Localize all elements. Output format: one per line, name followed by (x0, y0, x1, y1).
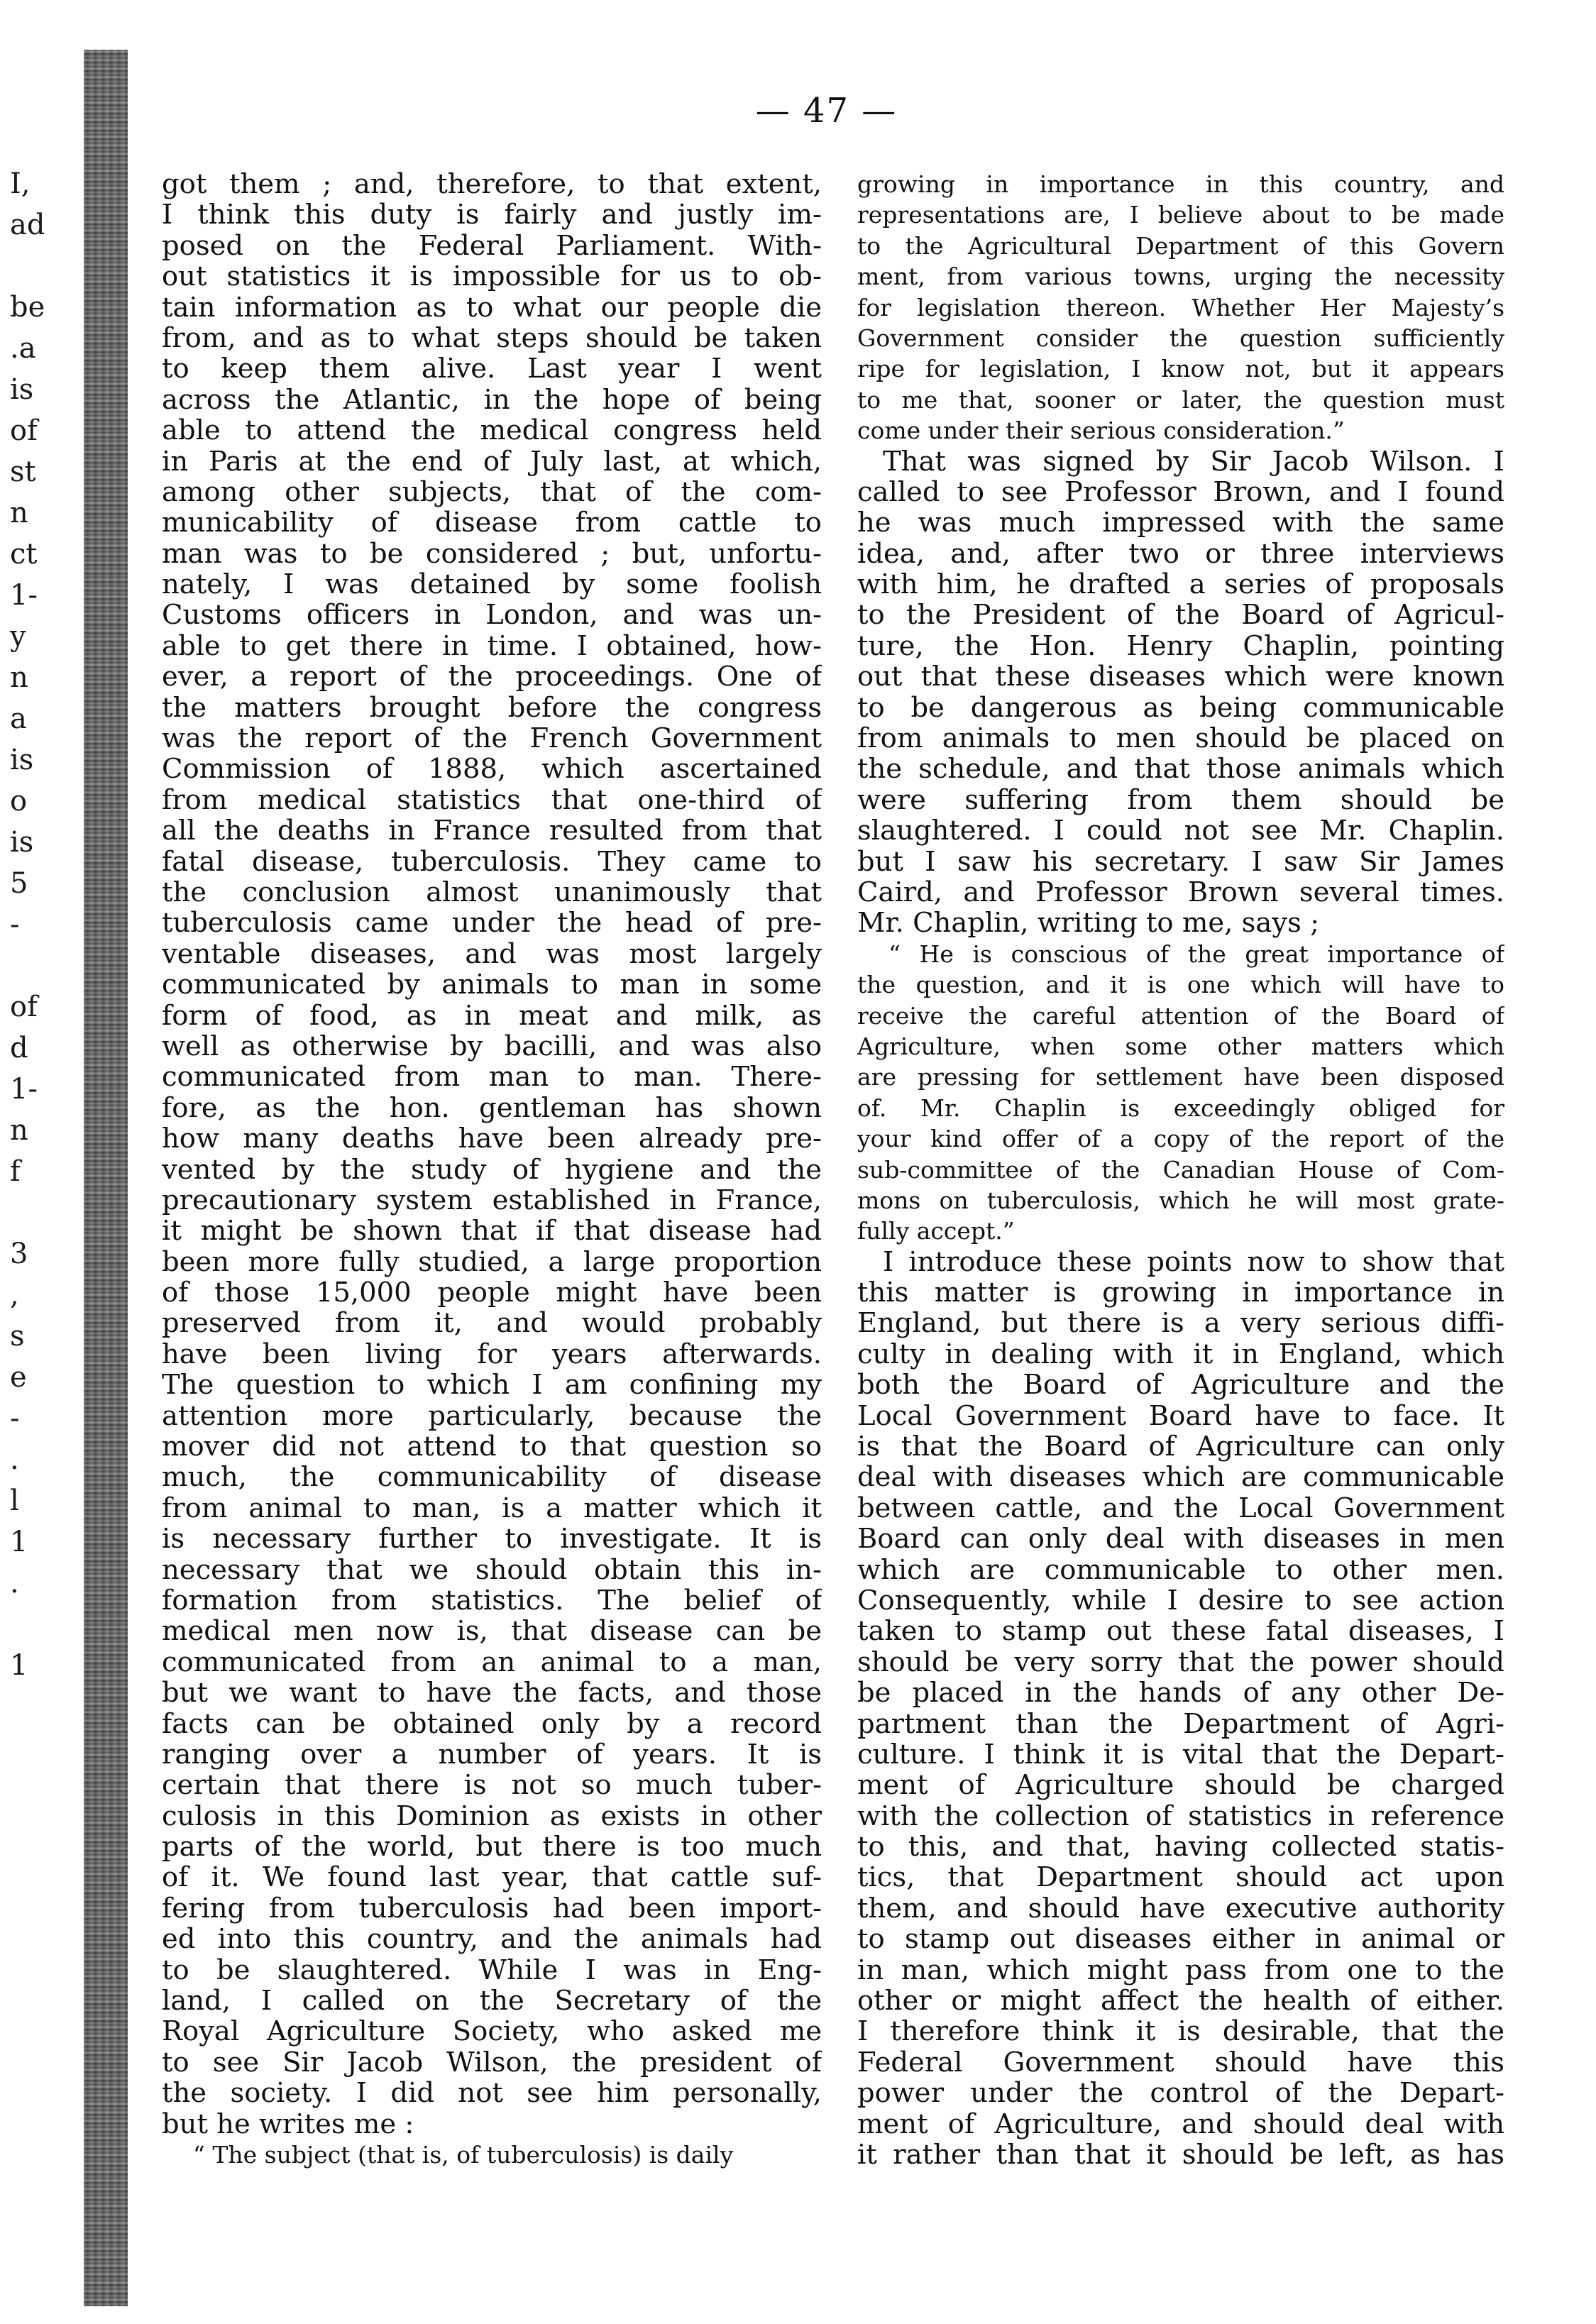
text-line: with the collection of statistics in reference (857, 1800, 1504, 1832)
text-line: communicated by animals to man in some (162, 969, 822, 1001)
text-line: well as otherwise by bacilli, and was also (162, 1030, 822, 1062)
margin-fragment: n (10, 497, 28, 529)
text-line: communicated from an animal to a man, (162, 1646, 822, 1678)
text-line: from animals to men should be placed on (857, 723, 1504, 754)
text-line: ture, the Hon. Henry Chaplin, pointing (857, 630, 1504, 662)
text-line: with him, he drafted a series of proposals (857, 569, 1504, 600)
margin-fragment (0, 1192, 78, 1233)
text-line: called to see Professor Brown, and I found (857, 476, 1504, 508)
text-line: but we want to have the facts, and those (162, 1678, 822, 1709)
text-line: “ The subject (that is, of tuberculosis) is daily (193, 2141, 734, 2169)
margin-fragment: s (10, 1320, 25, 1353)
text-line: slaughtered. I could not see Mr. Chaplin. (857, 815, 1504, 847)
text-line: between cattle, and the Local Government (857, 1492, 1504, 1524)
text-line: ever, a report of the proceedings. One of (162, 661, 822, 693)
text-line: posed on the Federal Parliament. With- (162, 230, 822, 262)
text-line: he was much impressed with the same (857, 507, 1504, 539)
text-line: ranging over a number of years. It is (162, 1739, 822, 1770)
text-line: parts of the world, but there is too much (162, 1832, 822, 1863)
text-line: from animal to man, is a matter which it (162, 1492, 822, 1524)
text-line: I therefore think it is desirable, that the (857, 2016, 1504, 2047)
text-line: across the Atlantic, in the hope of being (162, 384, 822, 416)
text-line: medical men now is, that disease can be (162, 1616, 822, 1647)
text-line: municability of disease from cattle to (162, 507, 822, 539)
text-line: of those 15,000 people might have been (162, 1277, 822, 1309)
text-line: I think this duty is fairly and justly im- (162, 199, 822, 231)
margin-fragment: 1 (10, 1649, 28, 1682)
text-line: your kind offer of a copy of the report of the (857, 1125, 1504, 1153)
text-line: come under their serious consideration.” (857, 417, 1345, 445)
text-line: partment than the Department of Agri- (857, 1708, 1504, 1739)
scanned-binding-edge (84, 50, 128, 2306)
margin-fragment: of (10, 414, 38, 447)
text-line: culture. I think it is vital that the Depart- (857, 1739, 1504, 1770)
margin-fragment: y (10, 620, 26, 653)
text-line: mover did not attend to that question so (162, 1431, 822, 1463)
text-line: idea, and, after two or three interviews (857, 538, 1504, 570)
text-line: it rather than that it should be left, as has (857, 2139, 1504, 2171)
text-line: out that these diseases which were known (857, 661, 1504, 693)
text-line: in Paris at the end of July last, at which, (162, 446, 822, 477)
margin-fragment: ad (10, 209, 45, 241)
text-line: formation from statistics. The belief of (162, 1585, 822, 1617)
text-line: tain information as to what our people die (162, 292, 822, 323)
margin-fragment: 3 (10, 1238, 28, 1270)
text-line: That was signed by Sir Jacob Wilson. I (883, 446, 1504, 477)
page-number: — 47 — (755, 91, 898, 131)
text-line: the schedule, and that those animals which (857, 754, 1504, 785)
text-line: precautionary system established in France, (162, 1184, 822, 1216)
text-line: among other subjects, that of the com- (162, 476, 822, 508)
text-line: this matter is growing in importance in (857, 1277, 1504, 1309)
margin-fragment: e (10, 1361, 27, 1394)
text-line: communicated from man to man. There- (162, 1062, 822, 1093)
margin-fragment: be (10, 291, 45, 324)
text-line: Customs officers in London, and was un- (162, 600, 822, 631)
text-line: Mr. Chaplin, writing to me, says ; (857, 908, 1320, 939)
text-line: necessary that we should obtain this in- (162, 1554, 822, 1585)
text-line: “ He is conscious of the great importance of (888, 940, 1504, 968)
text-line: certain that there is not so much tuber- (162, 1770, 822, 1801)
text-line: for legislation thereon. Whether Her Majesty’s (857, 293, 1504, 321)
text-line: mons on tuberculosis, which he will most grate- (857, 1186, 1504, 1214)
margin-fragment: I, (10, 167, 31, 200)
text-line: was the report of the French Government (162, 723, 822, 754)
text-line: to be dangerous as being communicable (857, 692, 1504, 724)
text-line: to the Agricultural Department of this Govern (857, 231, 1504, 260)
text-line: fering from tuberculosis had been import- (162, 1893, 822, 1924)
text-line: growing in importance in this country, and (857, 170, 1504, 198)
text-line: Local Government Board have to face. It (857, 1400, 1504, 1432)
text-line: much, the communicability of disease (162, 1462, 822, 1493)
margin-fragment (0, 246, 78, 287)
text-line: representations are, I believe about to be made (857, 201, 1504, 229)
text-line: able to attend the medical congress held (162, 415, 822, 446)
text-line: power under the control of the Depart- (857, 2078, 1504, 2109)
margin-fragment: n (10, 661, 28, 694)
text-line: which are communicable to other men. (857, 1554, 1504, 1585)
text-line: got them ; and, therefore, to that extent, (162, 169, 822, 200)
text-line: preserved from it, and would probably (162, 1308, 822, 1339)
text-line: tuberculosis came under the head of pre- (162, 908, 822, 939)
text-line: is necessary further to investigate. It is (162, 1524, 822, 1555)
margin-fragment: n (10, 1114, 28, 1147)
text-line: of. Mr. Chaplin is exceedingly obliged for (857, 1094, 1504, 1122)
text-line: it might be shown that if that disease had (162, 1216, 822, 1247)
margin-fragment: - (10, 1402, 20, 1435)
text-line: England, but there is a very serious diffi- (857, 1308, 1504, 1339)
text-line: been more fully studied, a large proportion (162, 1246, 822, 1278)
right-text-column (857, 169, 1504, 2170)
text-line: is that the Board of Agriculture can only (857, 1431, 1504, 1463)
text-line: them, and should have executive authority (857, 1893, 1504, 1924)
text-line: culosis in this Dominion as exists in other (162, 1800, 822, 1832)
text-line: ment, from various towns, urging the necessity (857, 263, 1504, 291)
margin-fragment (0, 945, 78, 986)
text-line: to stamp out diseases either in animal or (857, 1924, 1504, 1955)
text-line: ed into this country, and the animals had (162, 1924, 822, 1955)
margin-fragment (0, 1604, 78, 1645)
text-line: in man, which might pass from one to the (857, 1954, 1504, 1986)
text-line: culty in dealing with it in England, which (857, 1338, 1504, 1370)
margin-fragment: ct (10, 538, 38, 571)
margin-fragment: o (10, 785, 28, 817)
text-line: Royal Agriculture Society, who asked me (162, 2016, 822, 2047)
text-line: Consequently, while I desire to see action (857, 1585, 1504, 1617)
text-line: able to get there in time. I obtained, how- (162, 630, 822, 662)
text-line: the matters brought before the congress (162, 692, 822, 724)
margin-fragment: is (10, 826, 34, 859)
text-line: to this, and that, having collected statis- (857, 1832, 1504, 1863)
text-line: from medical statistics that one-third of (162, 784, 822, 816)
text-line: facts can be obtained only by a record (162, 1708, 822, 1739)
text-line: vented by the study of hygiene and the (162, 1154, 822, 1185)
text-line: deal with diseases which are communicable (857, 1462, 1504, 1493)
text-line: land, I called on the Secretary of the (162, 1986, 822, 2017)
text-line: taken to stamp out these fatal diseases, I (857, 1616, 1504, 1647)
text-line: ventable diseases, and was most largely (162, 938, 822, 970)
text-line: of it. We found last year, that cattle suf- (162, 1862, 822, 1893)
text-line: how many deaths have been already pre- (162, 1123, 822, 1155)
text-line: sub-committee of the Canadian House of Com- (857, 1155, 1504, 1184)
text-line: were suffering from them should be (857, 784, 1504, 816)
text-line: man was to be considered ; but, unfortu- (162, 538, 822, 570)
text-line: tics, that Department should act upon (857, 1862, 1504, 1893)
text-line: from, and as to what steps should be taken (162, 322, 822, 354)
margin-fragment: is (10, 744, 34, 776)
text-line: ripe for legislation, I know not, but it appears (857, 355, 1504, 383)
margin-fragment: . (10, 1567, 19, 1599)
text-line: form of food, as in meat and milk, as (162, 1000, 822, 1031)
margin-fragment: .a (10, 332, 36, 365)
text-line: other or might affect the health of either. (857, 1986, 1504, 2017)
text-line: attention more particularly, because the (162, 1400, 822, 1432)
text-line: fatal disease, tuberculosis. They came to (162, 846, 822, 877)
text-line: Commission of 1888, which ascertained (162, 754, 822, 785)
left-text-column (162, 169, 822, 2170)
text-line: but I saw his secretary. I saw Sir James (857, 846, 1504, 877)
text-line: have been living for years afterwards. (162, 1338, 822, 1370)
text-line: to keep them alive. Last year I went (162, 353, 822, 385)
cropped-margin-fragments (0, 163, 78, 1686)
margin-fragment: 1 (10, 1526, 28, 1558)
text-line: all the deaths in France resulted from that (162, 815, 822, 847)
margin-fragment: l (10, 1485, 19, 1517)
text-line: ment of Agriculture should be charged (857, 1770, 1504, 1801)
margin-fragment: 5 (10, 867, 28, 900)
text-line: out statistics it is impossible for us to ob- (162, 261, 822, 292)
margin-fragment: 1- (10, 1073, 38, 1106)
margin-fragment: f (10, 1155, 21, 1188)
margin-fragment: of (10, 991, 38, 1023)
text-line: Federal Government should have this (857, 2047, 1504, 2078)
margin-fragment: , (10, 1279, 19, 1311)
text-line: be placed in the hands of any other De- (857, 1678, 1504, 1709)
margin-fragment: a (10, 703, 27, 735)
text-line: the conclusion almost unanimously that (162, 876, 822, 908)
text-line: should be very sorry that the power should (857, 1646, 1504, 1678)
text-line: Agriculture, when some other matters which (857, 1032, 1504, 1060)
margin-fragment: st (10, 456, 36, 488)
text-line: The question to which I am confining my (162, 1370, 822, 1401)
text-line: to be slaughtered. While I was in Eng- (162, 1954, 822, 1986)
margin-fragment: - (10, 908, 20, 941)
text-line: fully accept.” (857, 1217, 1015, 1245)
text-line: Board can only deal with diseases in men (857, 1524, 1504, 1555)
margin-fragment: . (10, 1443, 19, 1476)
margin-fragment: is (10, 373, 34, 406)
text-line: are pressing for settlement have been disposed (857, 1063, 1504, 1091)
margin-fragment: d (10, 1032, 28, 1064)
text-line: fore, as the hon. gentleman has shown (162, 1092, 822, 1124)
text-line: to see Sir Jacob Wilson, the president of (162, 2047, 822, 2078)
text-line: the society. I did not see him personally, (162, 2078, 822, 2109)
text-line: to me that, sooner or later, the question must (857, 385, 1504, 414)
text-line: receive the careful attention of the Board of (857, 1001, 1504, 1030)
text-line: Government consider the question sufficiently (857, 324, 1504, 352)
text-line: to the President of the Board of Agricul- (857, 600, 1504, 631)
text-line: the question, and it is one which will have to (857, 971, 1504, 999)
margin-fragment: 1- (10, 579, 38, 612)
text-line: both the Board of Agriculture and the (857, 1370, 1504, 1401)
text-line: nately, I was detained by some foolish (162, 569, 822, 600)
text-line: I introduce these points now to show that (883, 1246, 1504, 1278)
text-line: Caird, and Professor Brown several times. (857, 876, 1504, 908)
text-line: but he writes me : (162, 2108, 414, 2139)
text-line: ment of Agriculture, and should deal with (857, 2108, 1504, 2139)
